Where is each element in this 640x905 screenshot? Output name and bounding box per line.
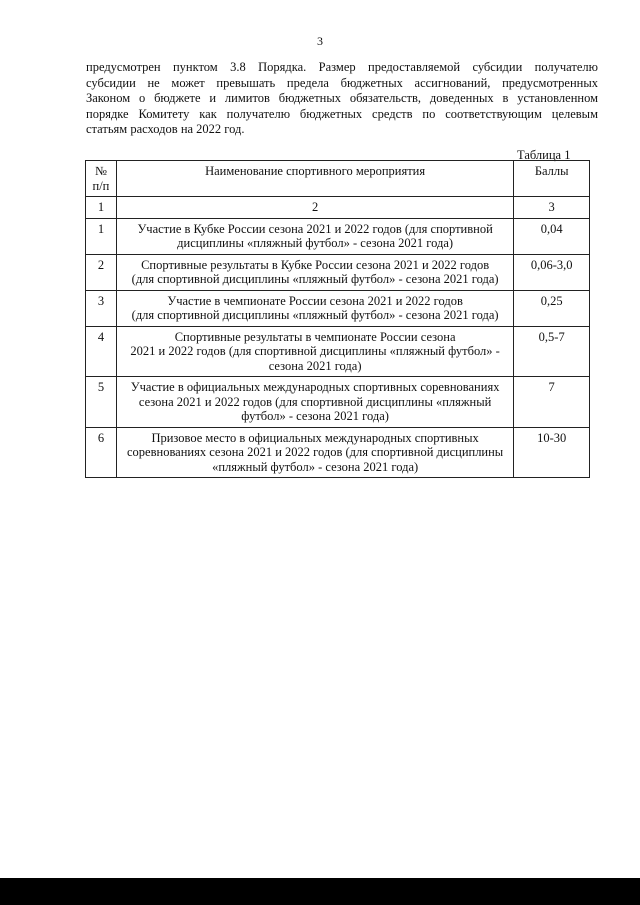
event-name-line: Участие в официальных международных спортивных соревнованиях: [130, 380, 500, 394]
table-row: [86, 218, 590, 254]
event-name: [116, 254, 513, 290]
event-name-line: дисциплины «пляжный футбол» - сезона 2021 года): [177, 236, 454, 250]
event-name-line: 2021 и 2022 годов (для спортивной дисциплины «пляжный футбол» -: [130, 344, 500, 358]
intro-paragraph: [86, 60, 598, 138]
row-number: 4: [86, 326, 117, 377]
event-name: [116, 326, 513, 377]
row-number: 6: [86, 427, 117, 478]
event-score: 7: [514, 377, 590, 428]
event-name: [116, 427, 513, 478]
column-index-cell: 3: [514, 197, 590, 219]
event-name-line: «пляжный футбол» - сезона 2021 года): [212, 459, 419, 474]
event-score: 10-30: [514, 427, 590, 478]
row-number: 2: [86, 254, 117, 290]
event-name-line: футбол» - сезона 2021 года): [241, 409, 389, 423]
event-name-line: (для спортивной дисциплины «пляжный футбол» - сезона 2021 года): [131, 308, 499, 322]
event-score: 0,04: [514, 218, 590, 254]
intro-line: статьям расходов на 2022 год.: [86, 122, 245, 137]
page-number: 3: [317, 34, 323, 48]
event-score: 0,25: [514, 290, 590, 326]
header-number: [86, 161, 117, 197]
intro-line: предусмотрен пунктом 3.8 Порядка. Размер предоставляемой субсидии получателю: [86, 60, 598, 74]
event-name-line: Участие в чемпионате России сезона 2021 и 2022 годов: [167, 293, 463, 308]
event-name-line: Призовое место в официальных международных спортивных: [151, 430, 479, 445]
row-number: 3: [86, 290, 117, 326]
event-name: [116, 290, 513, 326]
event-score: 0,5-7: [514, 326, 590, 377]
event-name-line: сезона 2021 и 2022 годов (для спортивной дисциплины «пляжный: [138, 394, 492, 409]
event-name: [116, 218, 513, 254]
header-number-abbrev: п/п: [92, 178, 110, 193]
table-row: [86, 254, 590, 290]
event-name-line: соревнованиях сезона 2021 и 2022 годов (для спортивной дисциплины: [127, 445, 504, 459]
table-row: [86, 326, 590, 377]
header-score: Баллы: [514, 161, 590, 197]
event-name: [116, 377, 513, 428]
event-name-line: Участие в Кубке России сезона 2021 и 2022 годов (для спортивной: [137, 221, 493, 236]
event-name-line: (для спортивной дисциплины «пляжный футбол» - сезона 2021 года): [131, 272, 499, 286]
intro-line: порядке Комитету как получателю бюджетных средств по соответствующим целевым: [86, 106, 598, 121]
event-name-line: Спортивные результаты в Кубке России сезона 2021 и 2022 годов: [141, 257, 490, 272]
column-index-cell: 1: [86, 197, 117, 219]
scan-border: [0, 878, 640, 905]
intro-line: субсидии не может превышать предела бюджетных ассигнований, предусмотренных: [86, 75, 598, 90]
row-number: 1: [86, 218, 117, 254]
table-header-row: [86, 161, 590, 197]
event-name-line: сезона 2021 года): [268, 358, 362, 373]
table-row: [86, 427, 590, 478]
column-index-cell: 2: [116, 197, 513, 219]
table-row: [86, 290, 590, 326]
table-row: [86, 377, 590, 428]
row-number: 5: [86, 377, 117, 428]
column-index-row: [86, 197, 590, 219]
event-name-line: Спортивные результаты в чемпионате России сезона: [174, 329, 456, 344]
event-score: 0,06-3,0: [514, 254, 590, 290]
table-caption: Таблица 1: [517, 148, 571, 162]
header-number-symbol: №: [94, 164, 107, 178]
scores-table: [85, 160, 590, 478]
header-event-name: Наименование спортивного мероприятия: [116, 161, 513, 197]
intro-line: Законом о бюджете и лимитов бюджетных обязательств, доведенных в установленном: [86, 91, 598, 106]
